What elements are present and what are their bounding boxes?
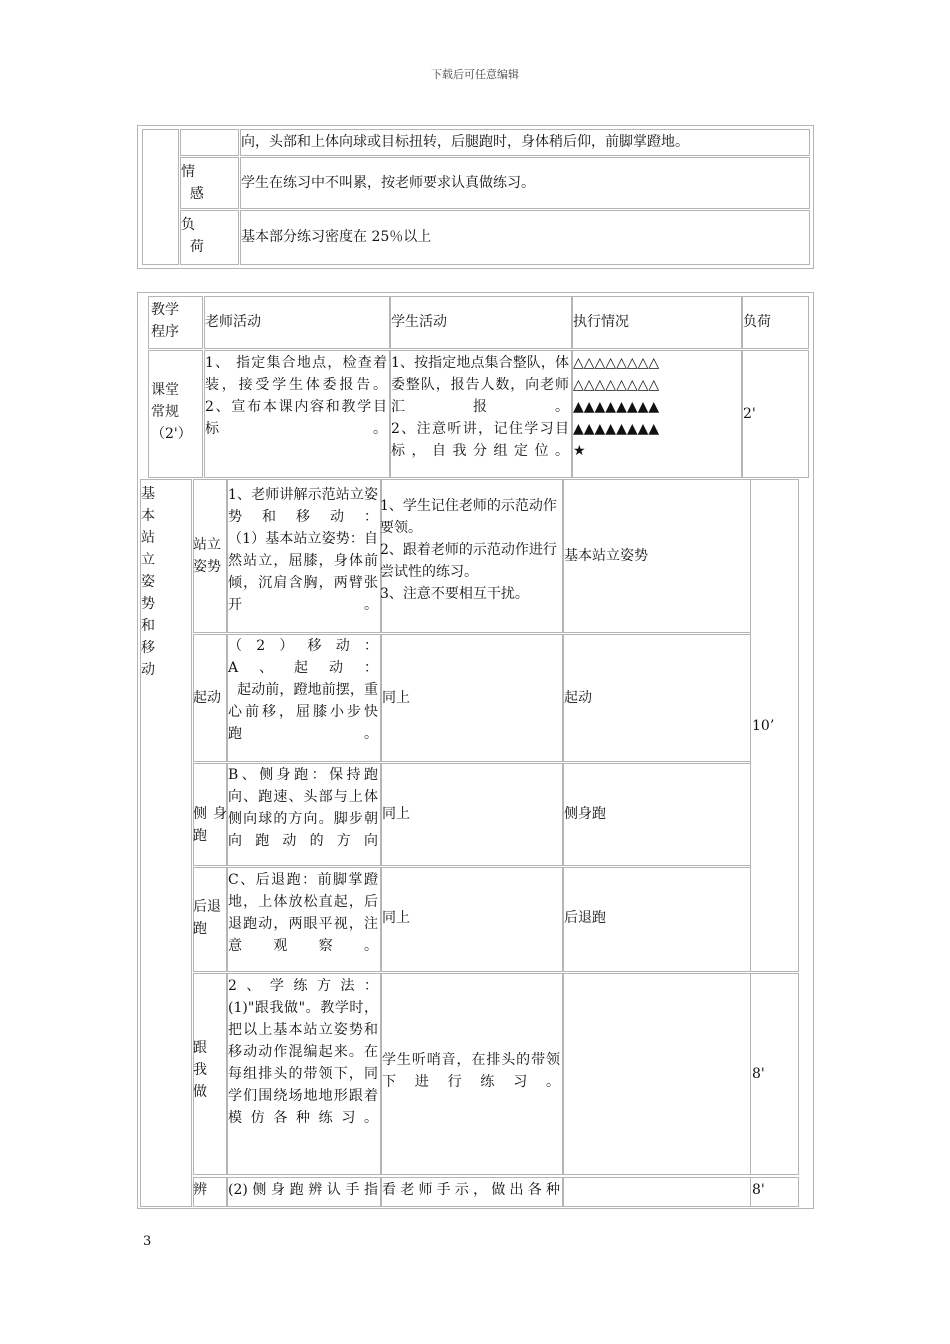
header-procedure: 教学 程序 bbox=[151, 302, 179, 340]
row-sub-label: 后退 跑 bbox=[193, 899, 221, 937]
row-teacher-activity: C、后退跑：前脚掌蹬地，上体放松直起，后退跑动，两眼平视，注意观察。 bbox=[228, 872, 378, 954]
goal-skill-text: 向，头部和上体向球或目标扭转，后腿跑时，身体稍后仰，前脚掌蹬地。 bbox=[241, 134, 689, 150]
section-label: 基 本 站 立 姿 势 和 移 动 bbox=[141, 486, 155, 678]
header-execution: 执行情况 bbox=[573, 314, 629, 330]
header-load: 负荷 bbox=[743, 314, 771, 330]
row-execution: 侧身跑 bbox=[564, 806, 606, 822]
goal-emotion-text: 学生在练习中不叫累，按老师要求认真做练习。 bbox=[241, 175, 535, 191]
row-execution: 后退跑 bbox=[564, 910, 606, 926]
row-execution bbox=[564, 1179, 748, 1201]
row-student-activity: 1、学生记住老师的示范动作要领。 2、跟着老师的示范动作进行尝试性的练习。 3、注意不要相互干扰。 bbox=[380, 498, 557, 602]
row-sub-label: 起动 bbox=[193, 690, 221, 706]
row-sub-label: 跟 我 做 bbox=[193, 1040, 207, 1100]
row-execution: 基本站立姿势 bbox=[564, 548, 648, 564]
movement-load: 10’ bbox=[752, 718, 775, 734]
routine-teacher-activity: 1、 指定集合地点，检查着装，接受学生体委报告。 2、宣布本课内容和教学目标。 bbox=[205, 355, 387, 437]
header-teacher: 老师活动 bbox=[205, 314, 261, 330]
row-sub-label: 辨 bbox=[193, 1182, 207, 1198]
goal-emotion-label: 情 感 bbox=[181, 164, 204, 202]
routine-load: 2' bbox=[743, 406, 756, 422]
row-load: 8' bbox=[752, 1182, 765, 1198]
row-sub-label: 侧身 跑 bbox=[193, 806, 227, 844]
row-teacher-activity: 2、学练方法： (1)"跟我做"。教学时，把以上基本站立姿势和移动动作混编起来。在每组排头的带领下，同学们围绕场地地形跟着模仿各种练习。 bbox=[228, 978, 378, 1126]
row-teacher-activity: (2)侧身跑辨认手指 bbox=[228, 1182, 378, 1198]
routine-procedure: 课堂 常规 （2'） bbox=[151, 382, 192, 442]
row-load: 8' bbox=[752, 1066, 765, 1082]
page-number: 3 bbox=[143, 1234, 152, 1249]
row-student-activity: 学生听哨音，在排头的带领下进行练习。 bbox=[382, 1052, 560, 1090]
row-teacher-activity: 1、老师讲解示范站立姿势和移动： （1）基本站立姿势：自然站立，屈膝，身体前倾，沉肩含胸，两臂张开。 bbox=[228, 487, 378, 613]
row-student-activity: 看老师手示，做出各种 bbox=[382, 1182, 560, 1198]
row-execution: 起动 bbox=[564, 690, 592, 706]
row-execution bbox=[564, 1060, 748, 1082]
row-teacher-activity: （2）移动： A、起动： 起动前，蹬地前摆，重心前移，屈膝小步快跑。 bbox=[228, 638, 378, 742]
row-teacher-activity: B、侧身跑：保持跑向、跑速、头部与上体侧向球的方向。脚步朝向跑动的方向 bbox=[228, 767, 378, 849]
header-student: 学生活动 bbox=[391, 314, 447, 330]
table-cell bbox=[142, 129, 179, 265]
row-student-activity: 同上 bbox=[382, 690, 410, 706]
row-sub-label: 站立 姿势 bbox=[193, 537, 221, 575]
routine-student-activity: 1、按指定地点集合整队，体委整队，报告人数，向老师汇报。 2、注意听讲，记住学习目标，自我分组定位。 bbox=[391, 355, 569, 459]
page-header: 下载后可任意编辑 bbox=[431, 68, 519, 81]
goal-load-text: 基本部分练习密度在 25％以上 bbox=[241, 229, 432, 245]
row-student-activity: 同上 bbox=[382, 806, 410, 822]
goal-load-label: 负 荷 bbox=[181, 217, 204, 255]
row-student-activity: 同上 bbox=[382, 910, 410, 926]
table-cell bbox=[180, 129, 239, 156]
routine-formation: △△△△△△△△ △△△△△△△△ ▲▲▲▲▲▲▲▲ ▲▲▲▲▲▲▲▲ ★ bbox=[573, 355, 660, 459]
